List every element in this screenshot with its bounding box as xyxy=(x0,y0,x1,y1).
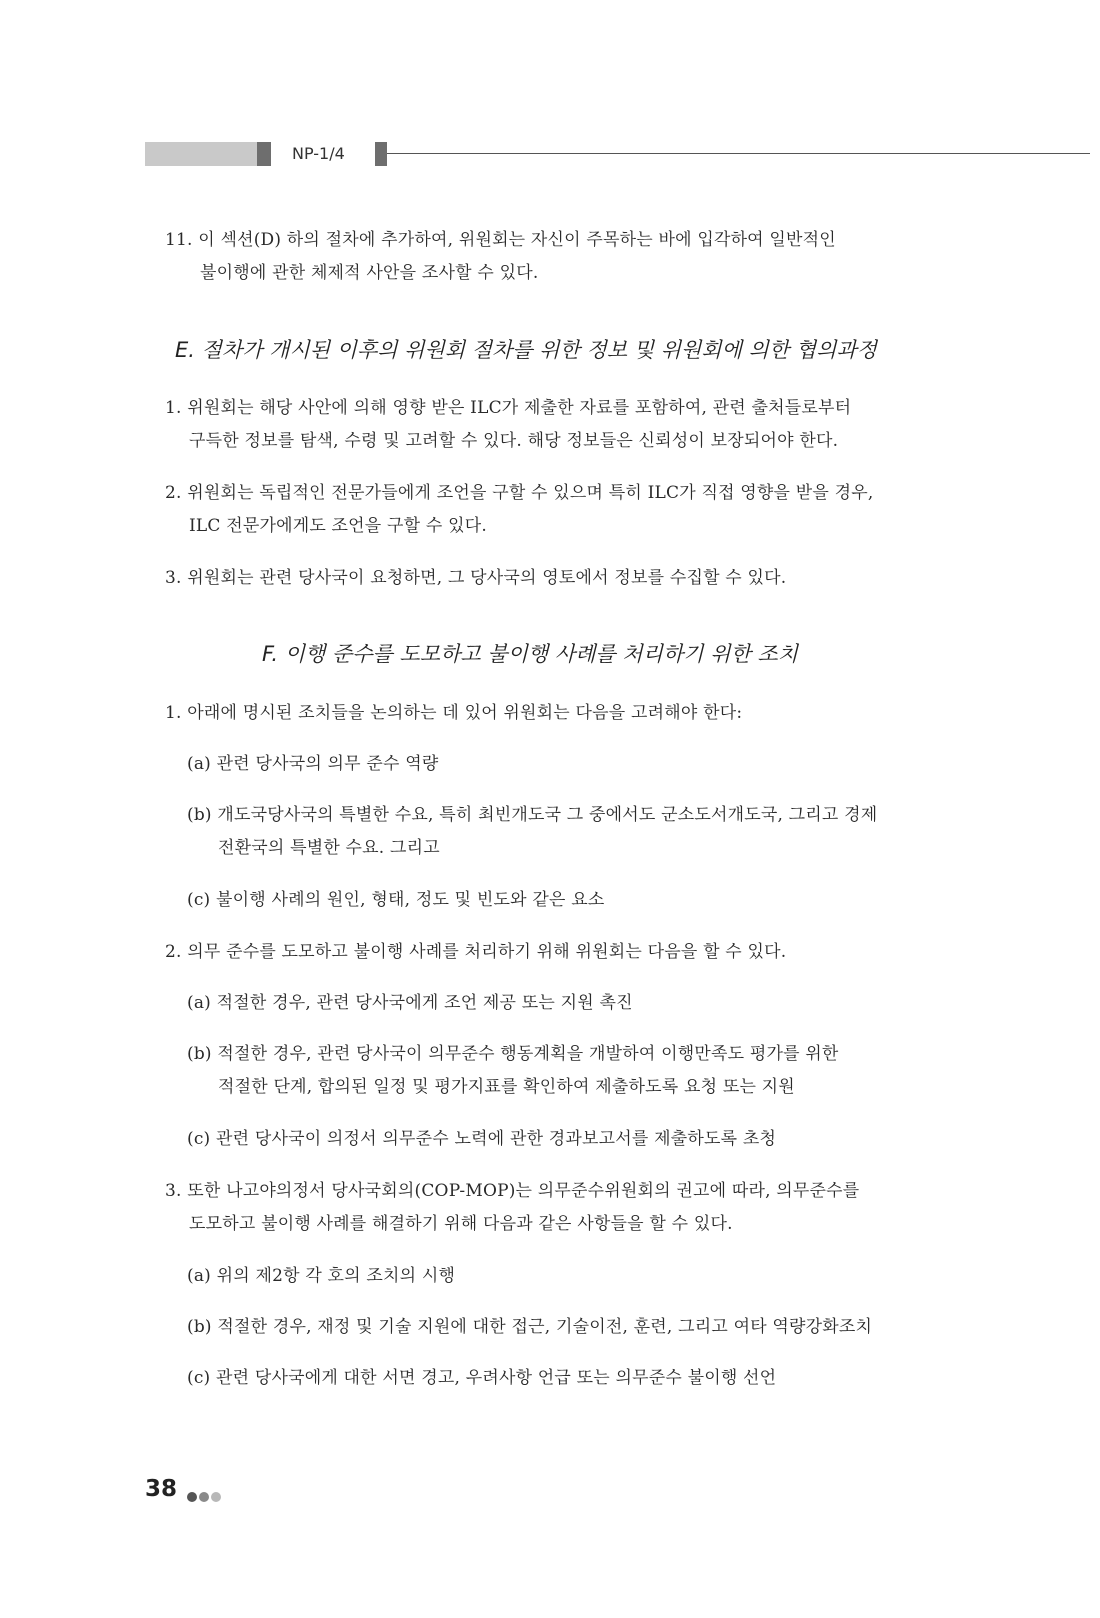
running-header xyxy=(0,140,1100,168)
text-line: 11. 이 섹션(D) 하의 절차에 추가하여, 위원회는 자신이 주목하는 바에 입각하여 일반적인 xyxy=(165,230,836,250)
text-line: 3. 또한 나고야의정서 당사국회의(COP-MOP)는 의무준수위원회의 권고에 따라, 의무준수를 xyxy=(165,1181,860,1201)
text-line: (c) 관련 당사국에게 대한 서면 경고, 우려사항 언급 또는 의무준수 불이행 선언 xyxy=(187,1368,777,1388)
paragraph-f-2-c xyxy=(187,1123,776,1156)
paragraph-e-2 xyxy=(165,477,873,543)
text-line: 구득한 정보를 탐색, 수령 및 고려할 수 있다. 해당 정보들은 신뢰성이 보장되어야 한다. xyxy=(189,431,839,451)
text-line: (b) 적절한 경우, 재정 및 기술 지원에 대한 접근, 기술이전, 훈련, 그리고 여타 역량강화조치 xyxy=(187,1317,873,1337)
section-f-title: F. 이행 준수를 도모하고 불이행 사례를 처리하기 위한 조치 xyxy=(262,642,799,666)
dot-icon xyxy=(187,1492,197,1502)
paragraph-e-3 xyxy=(165,562,786,595)
header-gray-bar xyxy=(145,142,257,166)
text-line: (b) 적절한 경우, 관련 당사국이 의무준수 행동계획을 개발하여 이행만족도 평가를 위한 xyxy=(187,1044,839,1064)
paragraph-f-2-a xyxy=(187,987,633,1020)
text-line: ILC 전문가에게도 조언을 구할 수 있다. xyxy=(189,516,487,536)
text-line: (a) 위의 제2항 각 호의 조치의 시행 xyxy=(187,1266,456,1286)
text-line: 전환국의 특별한 수요. 그리고 xyxy=(218,838,440,858)
paragraph-f-3-a xyxy=(187,1260,455,1293)
text-line: 2. 위원회는 독립적인 전문가들에게 조언을 구할 수 있으며 특히 ILC가 직접 영향을 받을 경우, xyxy=(165,483,874,503)
text-line: (a) 관련 당사국의 의무 준수 역량 xyxy=(187,754,439,774)
header-dark-block-right xyxy=(375,142,387,166)
paragraph-f-3-c xyxy=(187,1362,776,1395)
paragraph-f-1-c xyxy=(187,884,604,917)
section-e-title: E. 절차가 개시된 이후의 위원회 절차를 위한 정보 및 위원회에 의한 협의과정 xyxy=(175,338,877,362)
header-dark-block xyxy=(257,142,271,166)
text-line: 1. 아래에 명시된 조치들을 논의하는 데 있어 위원회는 다음을 고려해야 한다: xyxy=(165,703,743,723)
page-number: 38 xyxy=(145,1476,178,1502)
paragraph-f-1 xyxy=(165,697,742,730)
text-line: 도모하고 불이행 사례를 해결하기 위해 다음과 같은 사항들을 할 수 있다. xyxy=(189,1214,733,1234)
text-line: (c) 불이행 사례의 원인, 형태, 정도 및 빈도와 같은 요소 xyxy=(187,890,605,910)
paragraph-d-11 xyxy=(165,224,836,290)
dot-icon xyxy=(211,1492,221,1502)
footer-dots xyxy=(187,1487,223,1506)
page-footer xyxy=(145,1476,177,1506)
header-rule xyxy=(387,153,1090,154)
text-line: 불이행에 관한 체제적 사안을 조사할 수 있다. xyxy=(200,263,539,283)
text-line: (a) 적절한 경우, 관련 당사국에게 조언 제공 또는 지원 촉진 xyxy=(187,993,633,1013)
paragraph-f-1-a xyxy=(187,748,438,781)
doc-code: NP-1/4 xyxy=(292,144,345,163)
text-line: 1. 위원회는 해당 사안에 의해 영향 받은 ILC가 제출한 자료를 포함하여, 관련 출처들로부터 xyxy=(165,398,852,418)
paragraph-f-2 xyxy=(165,936,786,969)
text-line: 적절한 단계, 합의된 일정 및 평가지표를 확인하여 제출하도록 요청 또는 지원 xyxy=(218,1077,795,1097)
paragraph-f-1-b xyxy=(187,799,877,865)
text-line: (c) 관련 당사국이 의정서 의무준수 노력에 관한 경과보고서를 제출하도록 초청 xyxy=(187,1129,777,1149)
text-line: (b) 개도국당사국의 특별한 수요, 특히 최빈개도국 그 중에서도 군소도서개도국, 그리고 경제 xyxy=(187,805,878,825)
paragraph-e-1 xyxy=(165,392,851,458)
paragraph-f-3 xyxy=(165,1175,859,1241)
dot-icon xyxy=(199,1492,209,1502)
text-line: 3. 위원회는 관련 당사국이 요청하면, 그 당사국의 영토에서 정보를 수집할 수 있다. xyxy=(165,568,787,588)
paragraph-f-3-b xyxy=(187,1311,872,1344)
text-line: 2. 의무 준수를 도모하고 불이행 사례를 처리하기 위해 위원회는 다음을 할 수 있다. xyxy=(165,942,787,962)
paragraph-f-2-b xyxy=(187,1038,839,1104)
